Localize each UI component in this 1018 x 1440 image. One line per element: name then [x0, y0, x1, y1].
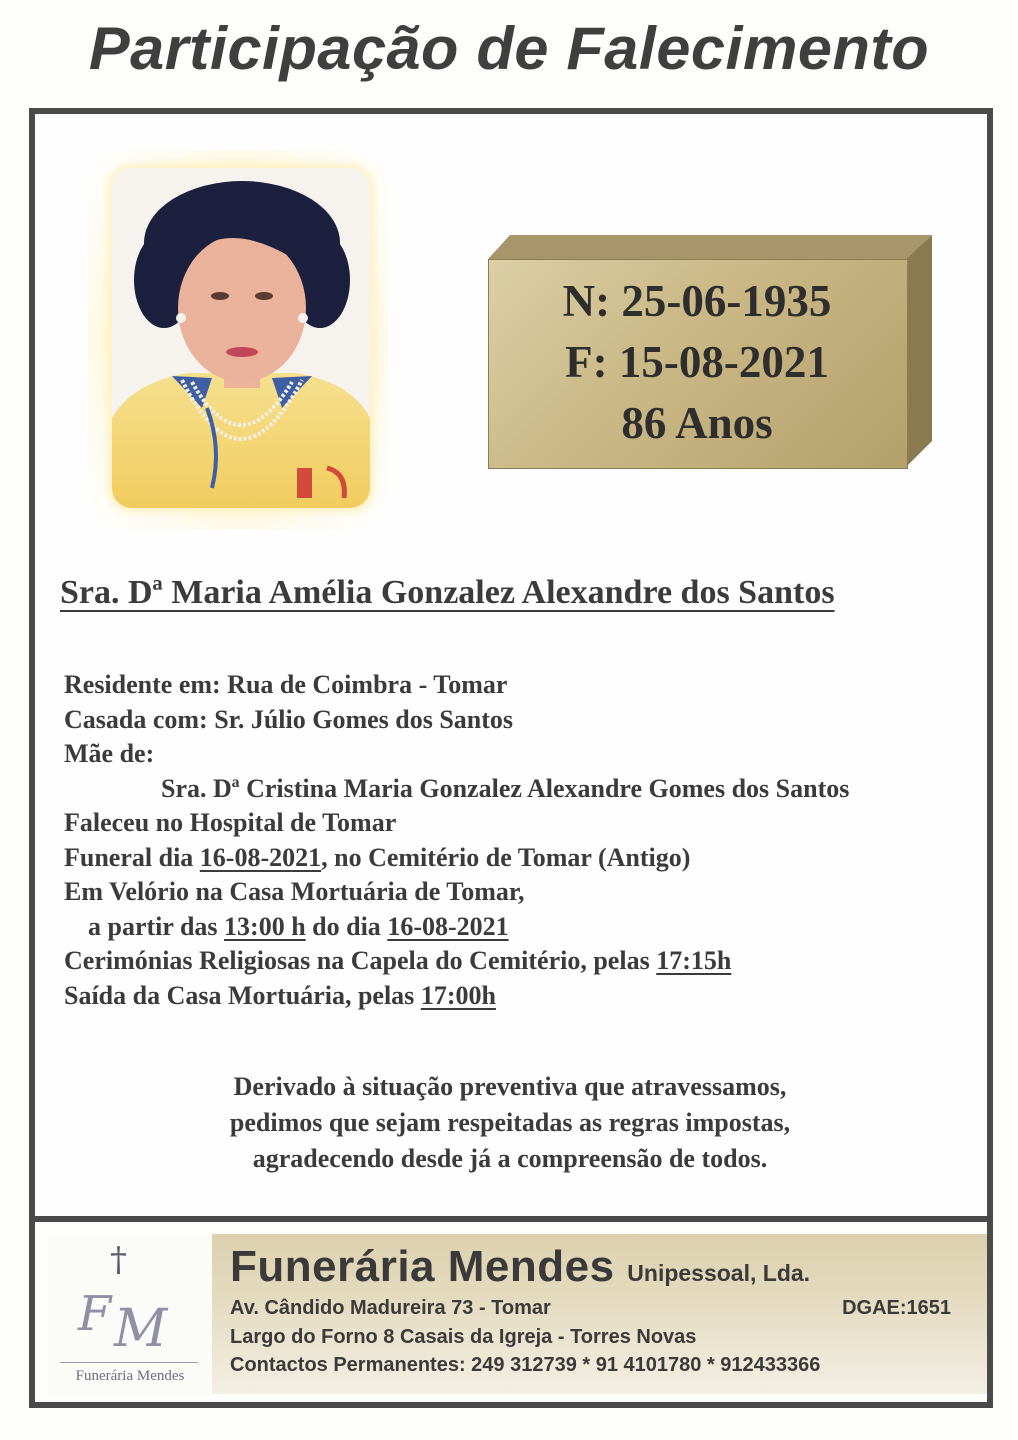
died-at-line: Faleceu no Hospital de Tomar	[64, 808, 397, 837]
logo-caption: Funerária Mendes	[75, 1368, 185, 1384]
funeral-date: 16-08-2021	[199, 842, 322, 872]
wake-time-line	[64, 910, 849, 945]
covid-notice	[60, 1069, 960, 1177]
notice-line-2: pedimos que sejam respeitadas as regras impostas,	[229, 1108, 791, 1137]
cross-icon: †	[110, 1240, 127, 1280]
company-suffix: Unipessoal, Lda.	[627, 1260, 811, 1286]
wake-from-prefix: a partir das	[88, 911, 225, 941]
departure-line	[64, 979, 849, 1014]
funeral-home-logo	[48, 1234, 212, 1394]
funeral-line	[64, 841, 849, 876]
page-title: Participação de Falecimento	[88, 15, 930, 82]
ceremony-time: 17:15h	[656, 946, 732, 975]
dgae-number: DGAE:1651	[842, 1297, 951, 1319]
death-date: F: 15-08-2021	[565, 337, 829, 387]
funeral-suffix: , no Cemitério de Tomar (Antigo)	[321, 842, 691, 872]
dates-block	[488, 271, 906, 454]
company-name: Funerária Mendes Unipessoal, Lda.	[230, 1242, 811, 1291]
dates-stone-plaque	[488, 235, 932, 467]
wake-mid: do dia	[305, 911, 388, 941]
deceased-name: Sra. Dª Maria Amélia Gonzalez Alexandre dos Santos	[60, 574, 835, 611]
address-tomar: Av. Cândido Madureira 73 - Tomar	[230, 1297, 551, 1319]
child-name: Sra. Dª Cristina Maria Gonzalez Alexandre Gomes dos Santos	[161, 773, 850, 803]
married-line: Casada com: Sr. Júlio Gomes dos Santos	[64, 704, 514, 734]
departure-prefix: Saída da Casa Mortuária, pelas	[64, 980, 421, 1010]
mother-of-label: Mãe de:	[64, 739, 155, 768]
notice-line-3: agradecendo desde já a compreensão de todos.	[252, 1144, 768, 1173]
wake-date: 16-08-2021	[387, 911, 509, 941]
details-block	[64, 668, 849, 1013]
company-info-panel	[212, 1234, 987, 1394]
svg-text:M: M	[114, 1299, 162, 1354]
wake-line: Em Velório na Casa Mortuária de Tomar,	[64, 877, 525, 906]
address-torres-novas: Largo do Forno 8 Casais da Igreja - Torres Novas	[230, 1326, 697, 1348]
portrait-photo	[112, 168, 370, 508]
residence-line: Residente em: Rua de Coimbra - Tomar	[64, 670, 508, 699]
monogram-logo	[74, 1284, 194, 1367]
contacts-line: Contactos Permanentes: 249 312739 * 91 4101780 * 912433366	[230, 1354, 821, 1376]
notice-line-1: Derivado à situação preventiva que atravessamos,	[233, 1072, 787, 1101]
birth-date: N: 25-06-1935	[562, 276, 832, 326]
ceremony-line	[64, 944, 849, 979]
wake-time: 13:00 h	[224, 911, 306, 941]
departure-time: 17:00h	[420, 980, 496, 1010]
logo-divider	[60, 1362, 198, 1363]
funeral-prefix: Funeral dia	[64, 842, 200, 872]
ceremony-prefix: Cerimónias Religiosas na Capela do Cemitério, pelas	[64, 946, 657, 975]
age: 86 Anos	[621, 398, 773, 448]
svg-text:F: F	[78, 1286, 106, 1342]
